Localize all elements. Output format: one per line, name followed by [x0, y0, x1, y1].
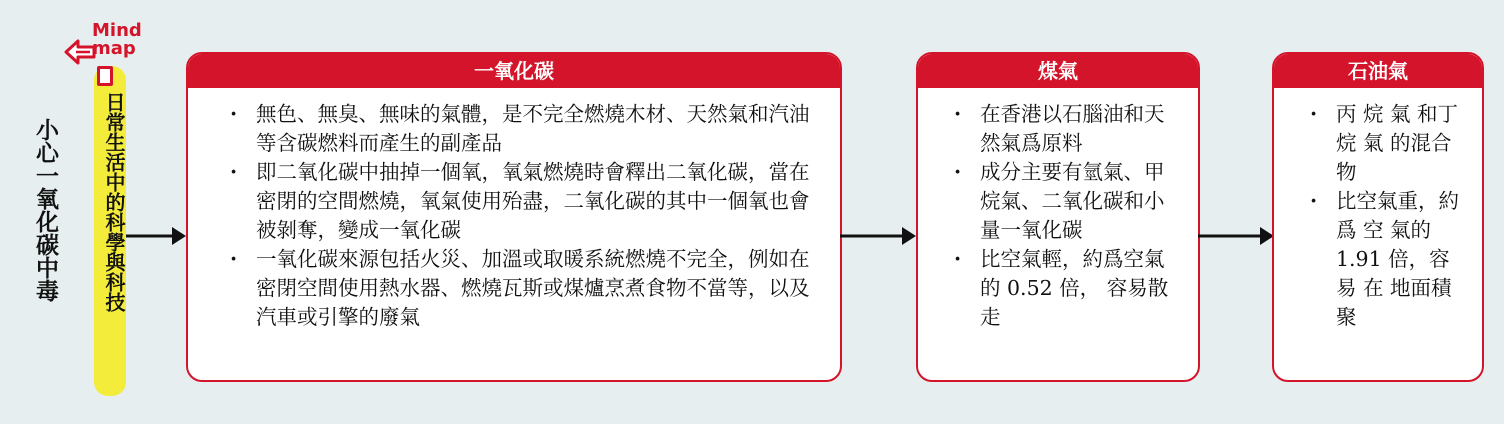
list-item: · 丙 烷 氣 和丁 烷 氣 的混合物 [1336, 100, 1462, 187]
list-item: · 比空氣重，約 爲 空 氣的 1.91 倍，容 易 在 地面積聚 [1336, 187, 1462, 332]
list-item: · 在香港以石腦油和天然氣爲原料 [980, 100, 1184, 158]
box-title: 一氧化碳 [188, 54, 840, 88]
arrow-icon [1198, 224, 1276, 248]
list-item: · 無色、無臭、無味的氣體，是不完全燃燒木材、天然氣和汽油等含碳燃料而產生的副產品 [256, 100, 824, 158]
box-title: 煤氣 [918, 54, 1198, 88]
box-town-gas [916, 52, 1200, 382]
subtitle: 日常生活中的科學與科技 [102, 92, 126, 312]
box-carbon-monoxide [186, 52, 842, 382]
arrow-icon [840, 224, 918, 248]
box-title: 石油氣 [1274, 54, 1482, 88]
signpost-cap [97, 66, 113, 86]
arrow-icon [126, 224, 188, 248]
list-item: · 比空氣輕，約爲空氣 的 0.52 倍， 容易散走 [980, 245, 1184, 332]
list-item: · 即二氧化碳中抽掉一個氧，氧氣燃燒時會釋出二氧化碳，當在密閉的空間燃燒，氧氣使用殆盡，二氧化碳的其中一個氧也會被剝奪，變成一氧化碳 [256, 158, 824, 245]
box-lpg [1272, 52, 1484, 382]
logo-word-mind: Mind [92, 20, 142, 41]
list-item: · 成分主要有氫氣、甲烷氣、二氧化碳和小量一氧化碳 [980, 158, 1184, 245]
list-item: · 一氧化碳來源包括火災、加溫或取暖系統燃燒不完全，例如在密閉空間使用熱水器、燃燒瓦斯或煤爐烹煮食物不當等，以及汽車或引擎的廢氣 [256, 245, 824, 332]
main-title: 小心一氧化碳中毒 [32, 118, 58, 302]
logo-word-map: map [92, 38, 136, 59]
